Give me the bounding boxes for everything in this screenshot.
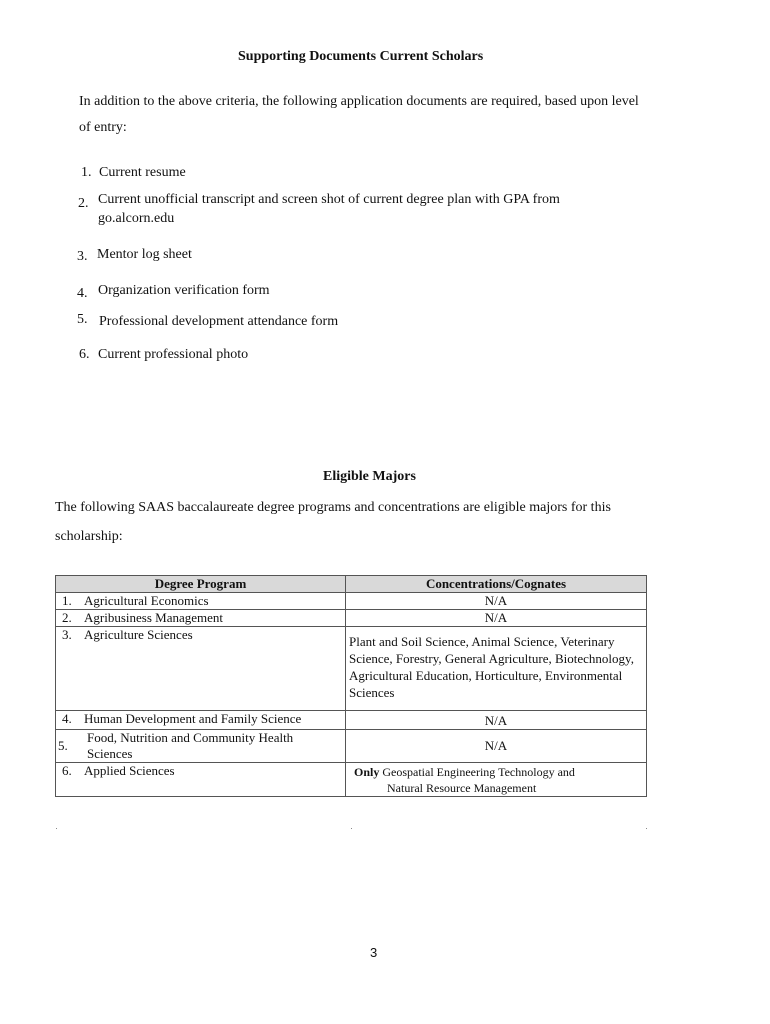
list-item — [77, 281, 270, 300]
program-cell — [56, 711, 346, 730]
row-number: 6. — [62, 763, 72, 778]
majors-table — [55, 575, 647, 797]
row-number: 2. — [62, 610, 72, 625]
list-item-number: 2. — [78, 196, 89, 211]
list-item-text: Current professional photo — [98, 347, 249, 362]
concentration-cell: N/A — [346, 610, 647, 627]
table-row — [56, 610, 647, 627]
list-item-text: Current unofficial transcript and screen shot of current degree plan with GPA from — [98, 192, 560, 207]
list-item-number: 5. — [77, 312, 88, 327]
list-item-number: 3. — [77, 249, 88, 264]
list-item-text: Professional development attendance form — [99, 314, 339, 329]
list-item-text-continued: go.alcorn.edu — [98, 211, 175, 226]
table-row — [56, 730, 647, 763]
concentration-text: Geospatial Engineering Technology and — [379, 765, 575, 779]
table-row — [56, 627, 647, 711]
stray-mark — [646, 828, 647, 829]
list-item-number: 1. — [81, 165, 92, 180]
supporting-heading: Supporting Documents Current Scholars — [238, 49, 484, 64]
program-name: Food, Nutrition and Community Health Sciences — [87, 730, 294, 761]
concentration-cell: N/A — [346, 593, 647, 610]
program-name: Agricultural Economics — [84, 593, 209, 608]
list-item — [81, 163, 186, 182]
list-item — [79, 345, 248, 364]
concentration-cell: Plant and Soil Science, Animal Science, Veterinary Science, Forestry, General Agriculture, Biotechnology, Agricultural Education, Horticulture, Environmental Sciences — [346, 627, 647, 711]
concentration-cell: N/A — [346, 711, 647, 730]
only-qualifier: Only — [354, 765, 380, 779]
page-number: 3 — [370, 945, 378, 960]
column-header-concentrations: Concentrations/Cognates — [346, 576, 647, 593]
concentration-text-continued: Natural Resource Management — [387, 781, 537, 795]
row-number: 5. — [58, 738, 68, 753]
eligible-intro-line2: scholarship: — [55, 529, 123, 544]
list-item — [77, 245, 192, 264]
list-item — [78, 190, 560, 228]
program-cell — [56, 730, 346, 763]
table-header-row — [56, 576, 647, 593]
list-item-number: 6. — [79, 347, 90, 362]
list-item-text: Current resume — [99, 165, 186, 180]
row-number: 1. — [62, 593, 72, 608]
table-row — [56, 763, 647, 797]
program-cell — [56, 627, 346, 711]
eligible-heading: Eligible Majors — [323, 469, 416, 484]
eligible-intro-line1: The following SAAS baccalaureate degree programs and concentrations are eligible majors for this — [55, 500, 611, 515]
concentration-cell — [346, 763, 647, 797]
column-header-degree-program: Degree Program — [56, 576, 346, 593]
list-item — [77, 312, 338, 331]
program-name: Agriculture Sciences — [84, 627, 193, 642]
supporting-intro-line2: of entry: — [79, 120, 127, 135]
row-number: 4. — [62, 711, 72, 726]
concentration-cell: N/A — [346, 730, 647, 763]
program-cell — [56, 610, 346, 627]
row-number: 3. — [62, 627, 72, 642]
supporting-intro-line1: In addition to the above criteria, the following application documents are required, based upon level — [79, 94, 639, 109]
table-row — [56, 711, 647, 730]
stray-mark — [56, 828, 57, 829]
program-name: Human Development and Family Science — [84, 711, 302, 726]
list-item-number: 4. — [77, 286, 88, 301]
list-item-text: Mentor log sheet — [97, 247, 192, 262]
program-cell — [56, 593, 346, 610]
program-cell — [56, 763, 346, 797]
list-item-text: Organization verification form — [98, 283, 270, 298]
table-row — [56, 593, 647, 610]
program-name: Applied Sciences — [84, 763, 175, 778]
program-name: Agribusiness Management — [84, 610, 224, 625]
eligible-intro — [55, 493, 695, 551]
supporting-intro — [79, 89, 719, 141]
stray-mark — [351, 828, 352, 829]
